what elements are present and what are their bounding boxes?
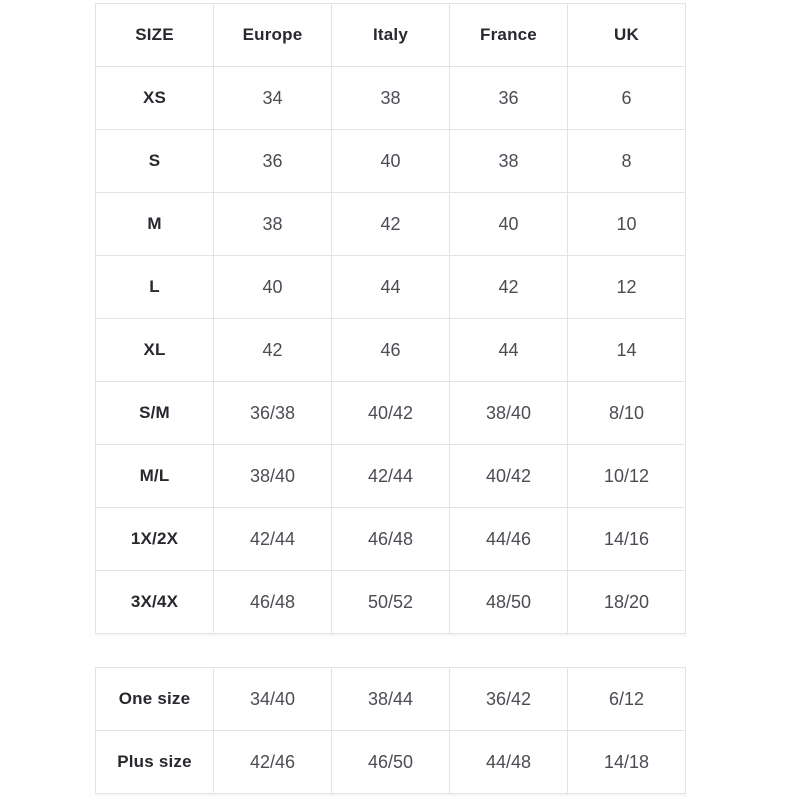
row-label: S	[96, 130, 214, 193]
cell-uk: 14/16	[568, 508, 686, 571]
cell-france: 40/42	[450, 445, 568, 508]
column-header-europe: Europe	[214, 4, 332, 67]
cell-italy: 46/50	[332, 731, 450, 794]
row-label: 1X/2X	[96, 508, 214, 571]
cell-italy: 42	[332, 193, 450, 256]
cell-uk: 14	[568, 319, 686, 382]
cell-uk: 8	[568, 130, 686, 193]
cell-france: 36/42	[450, 668, 568, 731]
table-row-sm	[96, 382, 686, 445]
table-header-row	[96, 4, 686, 67]
cell-italy: 42/44	[332, 445, 450, 508]
special-sizes-table	[95, 667, 686, 794]
row-label: One size	[96, 668, 214, 731]
cell-europe: 42/46	[214, 731, 332, 794]
cell-italy: 38	[332, 67, 450, 130]
cell-italy: 50/52	[332, 571, 450, 634]
cell-europe: 34	[214, 67, 332, 130]
cell-italy: 40	[332, 130, 450, 193]
column-header-uk: UK	[568, 4, 686, 67]
cell-uk: 18/20	[568, 571, 686, 634]
table-row-plus-size	[96, 731, 686, 794]
table-row-xs	[96, 67, 686, 130]
cell-uk: 6	[568, 67, 686, 130]
size-conversion-table	[95, 3, 686, 634]
cell-uk: 14/18	[568, 731, 686, 794]
cell-europe: 42/44	[214, 508, 332, 571]
row-label: XS	[96, 67, 214, 130]
cell-france: 44/46	[450, 508, 568, 571]
cell-europe: 34/40	[214, 668, 332, 731]
cell-france: 44/48	[450, 731, 568, 794]
row-label: XL	[96, 319, 214, 382]
cell-france: 40	[450, 193, 568, 256]
table-row-s	[96, 130, 686, 193]
table-row-ml	[96, 445, 686, 508]
cell-uk: 10	[568, 193, 686, 256]
cell-europe: 42	[214, 319, 332, 382]
cell-france: 38	[450, 130, 568, 193]
cell-italy: 46	[332, 319, 450, 382]
table-row-3x4x	[96, 571, 686, 634]
row-label: L	[96, 256, 214, 319]
cell-uk: 10/12	[568, 445, 686, 508]
cell-france: 36	[450, 67, 568, 130]
table-row-xl	[96, 319, 686, 382]
cell-europe: 40	[214, 256, 332, 319]
row-label: M	[96, 193, 214, 256]
cell-italy: 46/48	[332, 508, 450, 571]
cell-italy: 38/44	[332, 668, 450, 731]
cell-europe: 46/48	[214, 571, 332, 634]
table-row-1x2x	[96, 508, 686, 571]
cell-europe: 38	[214, 193, 332, 256]
cell-europe: 36/38	[214, 382, 332, 445]
column-header-size: SIZE	[96, 4, 214, 67]
cell-italy: 40/42	[332, 382, 450, 445]
table-row-one-size	[96, 668, 686, 731]
cell-france: 42	[450, 256, 568, 319]
table-row-m	[96, 193, 686, 256]
cell-uk: 12	[568, 256, 686, 319]
cell-italy: 44	[332, 256, 450, 319]
cell-france: 38/40	[450, 382, 568, 445]
row-label: S/M	[96, 382, 214, 445]
cell-france: 48/50	[450, 571, 568, 634]
row-label: Plus size	[96, 731, 214, 794]
table-row-l	[96, 256, 686, 319]
cell-europe: 36	[214, 130, 332, 193]
row-label: M/L	[96, 445, 214, 508]
row-label: 3X/4X	[96, 571, 214, 634]
column-header-italy: Italy	[332, 4, 450, 67]
cell-uk: 6/12	[568, 668, 686, 731]
cell-uk: 8/10	[568, 382, 686, 445]
column-header-france: France	[450, 4, 568, 67]
cell-europe: 38/40	[214, 445, 332, 508]
cell-france: 44	[450, 319, 568, 382]
